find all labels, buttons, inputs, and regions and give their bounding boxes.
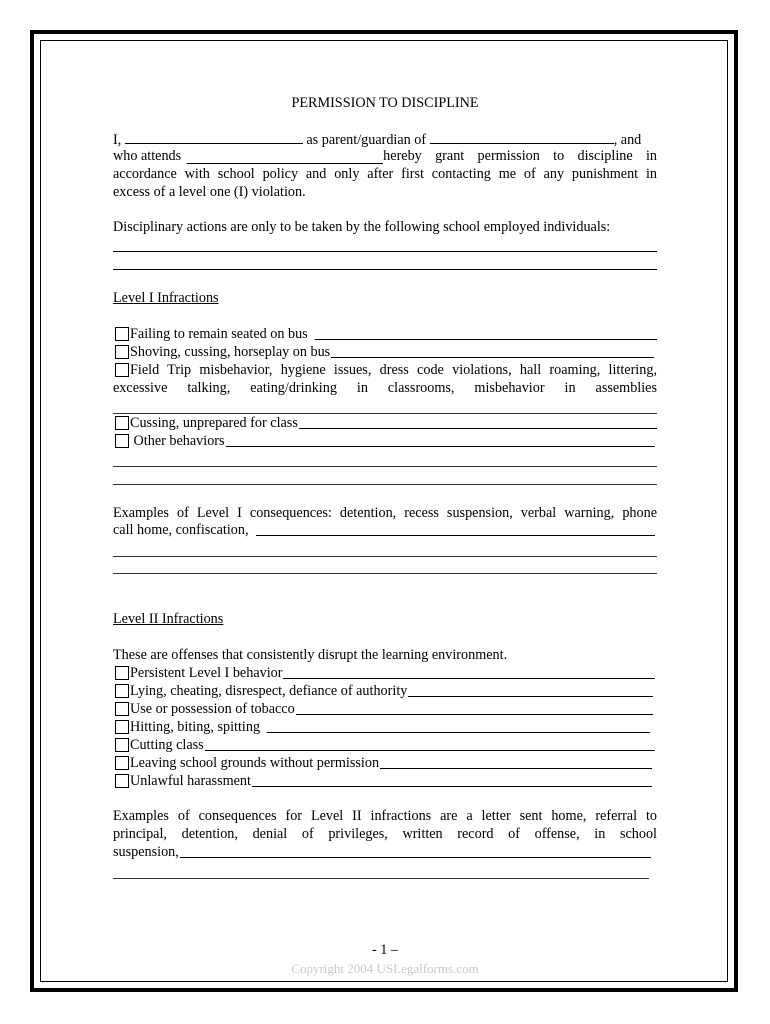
disciplinary-actions-text: Disciplinary actions are only to be taken by the following school employed individuals:: [113, 219, 611, 235]
level1-consequences-line-2: [113, 522, 655, 539]
employee-line-1[interactable]: [113, 251, 657, 252]
level1-item-4-field[interactable]: [299, 428, 657, 429]
level1-item-2: [130, 344, 654, 361]
level2-item-3: [130, 701, 653, 718]
level2-consequences-line-2: principal, detention, denial of privileges, written record of offense, in school: [113, 826, 657, 842]
level2-item-7-field[interactable]: [252, 786, 652, 787]
checkbox-level2-item-1[interactable]: [115, 666, 129, 680]
document-title: PERMISSION TO DISCIPLINE: [291, 95, 479, 111]
level2-item-1-field[interactable]: [283, 678, 655, 679]
level1-consequences-line-1: Examples of Level I consequences: detention, recess suspension, verbal warning, phone: [113, 505, 657, 521]
checkbox-level1-item-1[interactable]: [115, 327, 129, 341]
level2-item-3-field[interactable]: [296, 714, 653, 715]
level2-consequences-line-4[interactable]: [113, 878, 649, 879]
level1-item-2-label: Shoving, cussing, horseplay on bus: [130, 344, 331, 360]
intro-line-2: [113, 148, 657, 165]
intro-line-1: [113, 130, 657, 149]
level2-item-5-field[interactable]: [205, 750, 655, 751]
employee-line-2[interactable]: [113, 269, 657, 270]
level2-item-7-label: Unlawful harassment: [130, 773, 251, 789]
student-name-field[interactable]: [430, 130, 614, 144]
level2-item-4: [130, 719, 650, 736]
level2-item-5: [130, 737, 655, 754]
checkbox-level1-item-5[interactable]: [115, 434, 129, 448]
level1-item-5-label: Other behaviors: [130, 433, 225, 449]
level1-item-1-label: Failing to remain seated on bus: [130, 326, 308, 342]
level2-item-4-label: Hitting, biting, spitting: [130, 719, 261, 735]
level2-item-7: [130, 773, 652, 790]
level1-item-2-field[interactable]: [331, 357, 654, 358]
level1-item-3-field[interactable]: [113, 413, 657, 414]
level1-item-1-field[interactable]: [315, 339, 657, 340]
level2-item-4-field[interactable]: [267, 732, 650, 733]
level1-consequences-label: call home, confiscation,: [113, 522, 249, 538]
checkbox-level2-item-6[interactable]: [115, 756, 129, 770]
intro-line-3: accordance with school policy and only after first contacting me of any punishment in: [113, 166, 657, 182]
level1-item-4-label: Cussing, unprepared for class: [130, 415, 298, 431]
level1-item-3-label: Field Trip misbehavior, hygiene issues, dress code violations, hall roaming, littering,: [130, 362, 657, 378]
page-number: - 1 –: [371, 942, 398, 958]
copyright-text: Copyright 2004 USLegalforms.com: [291, 961, 479, 976]
checkbox-level2-item-5[interactable]: [115, 738, 129, 752]
level1-item-1: [130, 326, 657, 343]
level2-consequences-label: suspension,: [113, 844, 179, 860]
checkbox-level2-item-3[interactable]: [115, 702, 129, 716]
checkbox-level2-item-4[interactable]: [115, 720, 129, 734]
level1-item-4: [130, 415, 657, 432]
level1-consequences-line-3[interactable]: [113, 556, 657, 557]
level1-extra-line-1[interactable]: [113, 466, 657, 467]
intro-and-label: , and: [613, 132, 642, 148]
level2-heading: Level II Infractions: [113, 611, 224, 627]
level2-item-2: [130, 683, 653, 700]
parent-name-field[interactable]: [125, 130, 303, 144]
level2-intro: These are offenses that consistently disrupt the learning environment.: [113, 647, 508, 663]
level1-item-3-continuation: excessive talking, eating/drinking in classrooms, misbehavior in assemblies: [113, 380, 657, 396]
level2-item-6-label: Leaving school grounds without permission: [130, 755, 380, 771]
level1-item-5-field[interactable]: [226, 446, 655, 447]
level2-item-2-label: Lying, cheating, disrespect, defiance of authority: [130, 683, 408, 699]
level2-consequences-line-1: Examples of consequences for Level II infractions are a letter sent home, referral to: [113, 808, 657, 824]
level2-item-5-label: Cutting class: [130, 737, 204, 753]
level1-heading: Level I Infractions: [113, 290, 219, 306]
level2-consequences-line-3: [113, 844, 651, 861]
level1-item-5: [130, 433, 655, 450]
level2-item-1-label: Persistent Level I behavior: [130, 665, 283, 681]
checkbox-level1-item-4[interactable]: [115, 416, 129, 430]
level2-item-3-label: Use or possession of tobacco: [130, 701, 295, 717]
intro-guardian-label: as parent/guardian of: [306, 132, 427, 148]
level1-consequences-field[interactable]: [256, 535, 655, 536]
checkbox-level2-item-2[interactable]: [115, 684, 129, 698]
intro-attends-label: who attends: [113, 148, 182, 164]
level2-item-1: [130, 665, 655, 682]
level2-item-2-field[interactable]: [408, 696, 653, 697]
intro-line-4: excess of a level one (I) violation.: [113, 184, 306, 200]
level1-extra-line-2[interactable]: [113, 484, 657, 485]
level2-item-6: [130, 755, 652, 772]
intro-grant-label: hereby grant permission to discipline in: [383, 148, 657, 164]
school-name-field[interactable]: [187, 150, 383, 164]
checkbox-level1-item-3[interactable]: [115, 363, 129, 377]
level1-consequences-line-4[interactable]: [113, 573, 657, 574]
level2-consequences-field[interactable]: [180, 857, 651, 858]
checkbox-level2-item-7[interactable]: [115, 774, 129, 788]
level2-item-6-field[interactable]: [380, 768, 652, 769]
intro-i-label: I,: [113, 132, 122, 148]
checkbox-level1-item-2[interactable]: [115, 345, 129, 359]
